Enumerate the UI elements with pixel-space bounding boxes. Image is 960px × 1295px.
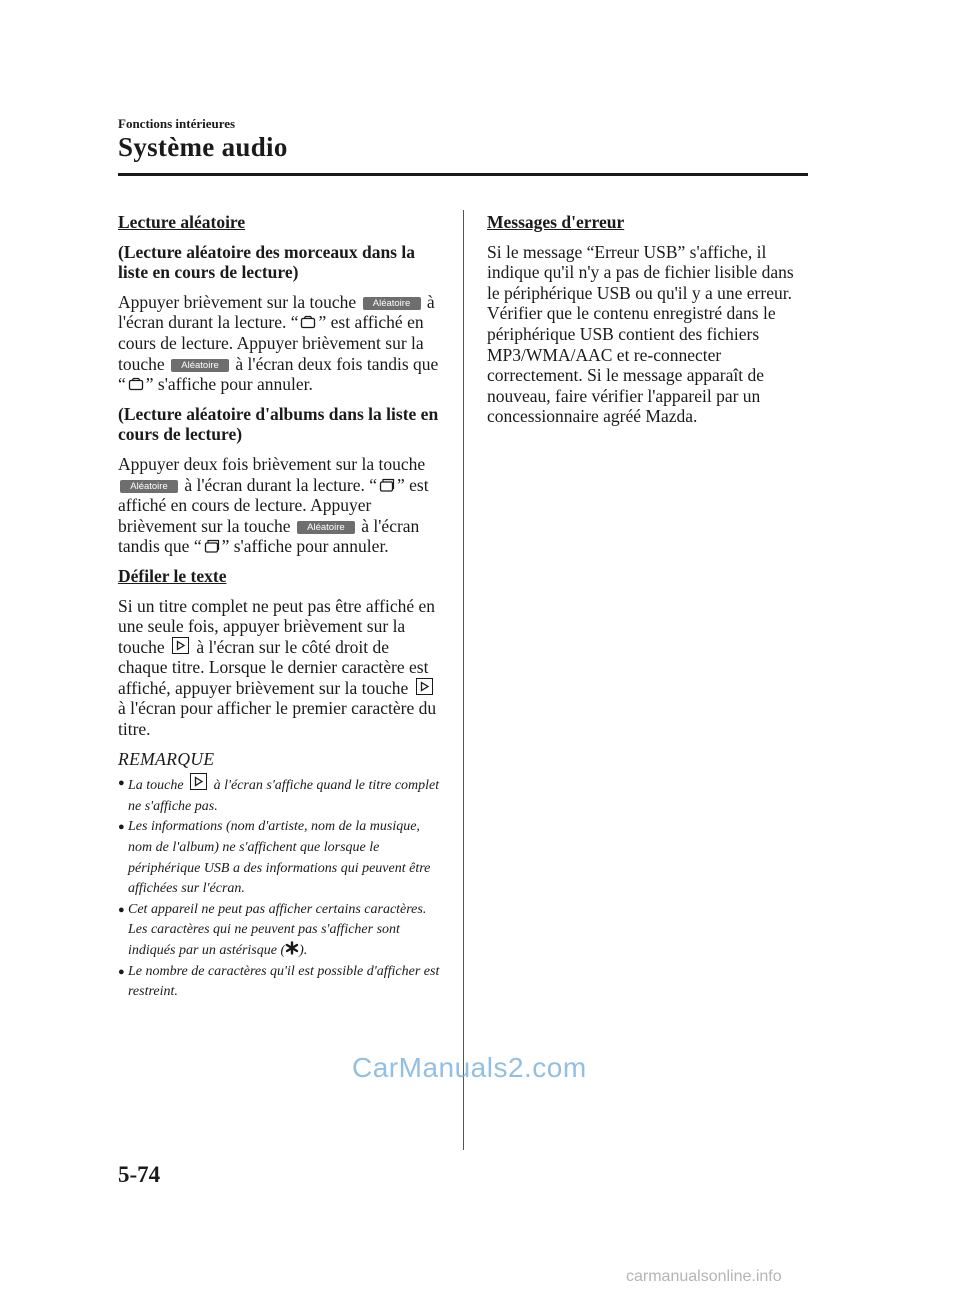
scroll-text-paragraph [118,596,440,740]
left-column [118,212,440,1003]
page-number: 5-74 [118,1162,161,1187]
text: Si un titre complet ne peut pas être affiché en une seule fois, appuyer brièvement sur la touche [118,595,435,657]
list-item [118,773,440,817]
text: “ [369,474,378,495]
text: Les informations (nom d'artiste, nom de la musique, nom de l'album) ne s'affichent que lorsque le périphérique USB a des informations qui peuvent être affichées sur l'écran. [128,819,431,897]
list-item [118,817,440,899]
text: à l'écran s'affiche quand le titre complet ne s'affiche pas. [128,778,440,814]
column-divider [463,210,464,1150]
text: La touche [128,778,184,794]
bullet-icon: ● [118,821,125,834]
text: ” est affiché en cours de lecture. [118,474,429,516]
random-play-heading: Lecture aléatoire [118,212,246,232]
shuffle-album-icon [379,478,395,492]
shuffle-track-icon [128,377,144,391]
bullet-icon: ● [118,777,125,790]
text: ” s'affiche pour annuler. [145,374,313,395]
random-tracks-subheading: (Lecture aléatoire des morceaux dans la liste en cours de lecture) [118,241,415,283]
scroll-text-heading: Défiler le texte [118,565,227,586]
notes-list [118,773,440,1003]
list-item [118,962,440,1003]
footer-logo: carmanualsonline.info [626,1268,782,1285]
error-messages-paragraph: Si le message “Erreur USB” s'affiche, il indique qu'il n'y a pas de fichier lisible dans le périphérique USB ou qu'il y a une erreur. Vérifier que le contenu enregistré dans le périphérique USB contient des fichiers MP3/WMA/AAC et re-connecter correctement. Si le message apparaît de nouveau, faire vérifier l'appareil par un concessionnaire agréé Mazda. [487,241,794,427]
aleatoire-button-icon: Aléatoire [297,521,355,534]
error-messages-heading: Messages d'erreur [487,212,625,232]
text: Appuyer deux fois brièvement sur la touche [118,453,426,474]
text: ” est affiché en cours de lecture. [118,312,424,353]
random-tracks-paragraph [118,292,440,395]
header-section: Fonctions intérieures [118,116,236,131]
page-title: Système audio [118,132,288,162]
shuffle-track-icon [300,315,316,329]
asterisk-icon [285,941,299,955]
right-column [487,212,809,436]
text: Appuyer brièvement sur la touche [118,495,372,536]
text: Appuyer brièvement sur la touche [118,291,357,312]
text: ” [221,536,230,557]
text: à l'écran durant la lecture. [184,474,365,495]
text: à l'écran tandis que “ [118,515,420,557]
bullet-icon: ● [118,965,125,978]
text: Appuyer brièvement sur la touche [118,332,424,374]
text: à l'écran sur le côté droit de chaque titre. Lorsque le dernier caractère est affiché, appuyer brièvement sur la touche [118,636,429,698]
shuffle-album-icon [204,539,220,553]
bullet-icon: ● [118,903,125,916]
watermark: CarManuals2.com [352,1052,587,1083]
text: à l'écran pour afficher le premier caractère du titre. [118,698,437,740]
text: s'affiche pour annuler. [233,536,389,557]
random-albums-subheading: (Lecture aléatoire d'albums dans la liste en cours de lecture) [118,403,439,445]
text: à l'écran durant la lecture. “ [118,291,435,333]
header-rule [118,173,808,176]
random-albums-paragraph [118,454,440,557]
text: Le nombre de caractères qu'il est possible d'afficher est restreint. [128,963,440,1000]
text: à l'écran deux fois tandis que [235,353,439,374]
text: ). [299,943,308,958]
scroll-arrow-icon [172,637,189,654]
aleatoire-button-icon: Aléatoire [120,480,178,493]
aleatoire-button-icon: Aléatoire [363,297,421,310]
text: “ [118,374,126,395]
scroll-arrow-icon [416,678,433,695]
scroll-arrow-icon [190,773,207,790]
list-item [118,900,440,962]
aleatoire-button-icon: Aléatoire [171,359,229,372]
note-title: REMARQUE [118,748,215,769]
text: Cet appareil ne peut pas afficher certains caractères. Les caractères qui ne peuvent pas s'afficher sont indiqués par un astérisque ( [128,901,427,958]
